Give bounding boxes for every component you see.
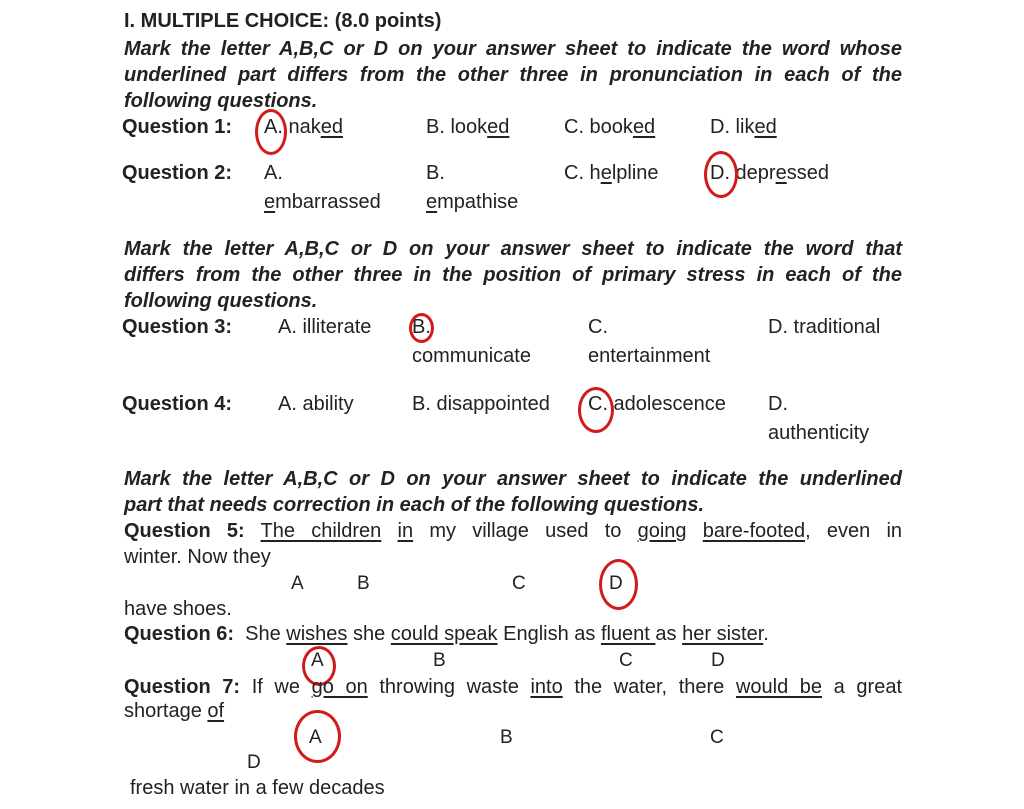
answer-circle-q5 <box>599 559 638 610</box>
question-3-option-c: C. entertainment <box>588 316 711 367</box>
instruction-stress-line-2: differs from the other three in the position of primary stress in each of the <box>124 264 902 286</box>
question-4-label: Question 4: <box>122 393 233 415</box>
question-2-option-d: D. depressed <box>710 162 829 184</box>
question-5-letter-c: C <box>512 573 526 594</box>
question-2-option-c: C. helpline <box>564 162 659 184</box>
question-7-line-2: shortage of <box>124 700 225 722</box>
question-3-option-d: D. traditional <box>768 316 881 338</box>
question-5-line-3: have shoes. <box>124 598 232 620</box>
question-6-letter-d: D <box>711 650 725 671</box>
instruction-pronunciation-line-1: Mark the letter A,B,C or D on your answer sheet to indicate the word whose <box>124 38 902 60</box>
question-7-line-3: fresh water in a few decades <box>130 777 385 799</box>
question-6-letter-b: B <box>433 650 446 671</box>
question-2-label: Question 2: <box>122 162 233 184</box>
question-2-option-b: B. empathise <box>426 162 519 213</box>
question-5-letter-d: D <box>609 573 623 594</box>
question-7-letter-d: D <box>247 752 261 773</box>
question-5-line-1: Question 5: The children in my village used to going bare-footed, even in <box>124 520 903 542</box>
answer-circle-q2 <box>704 151 738 198</box>
question-1-label: Question 1: <box>122 116 233 138</box>
question-6-line-1: Question 6: She wishes she could speak English as fluent as her sister. <box>124 623 769 645</box>
question-5-letter-b: B <box>357 573 370 594</box>
question-7-letter-c: C <box>710 727 724 748</box>
question-1-option-c: C. booked <box>564 116 656 138</box>
question-5-line-2: winter. Now they <box>124 546 271 568</box>
question-1-option-d: D. liked <box>710 116 777 138</box>
question-4-option-a: A. ability <box>278 393 354 415</box>
question-6-letter-c: C <box>619 650 633 671</box>
question-5-letter-a: A <box>291 573 304 594</box>
question-3-option-b: B. communicate <box>412 316 531 367</box>
answer-circle-q7 <box>294 710 341 763</box>
question-2-option-a: A. embarrassed <box>264 162 381 213</box>
question-4-option-d: D. authenticity <box>768 393 870 444</box>
answer-circle-q4 <box>578 387 614 433</box>
question-6-letter-a: A <box>311 650 324 671</box>
instruction-pronunciation-line-2: underlined part differs from the other three in pronunciation in each of the <box>124 64 902 86</box>
question-7-letter-b: B <box>500 727 513 748</box>
question-4-option-b: B. disappointed <box>412 393 550 415</box>
question-7-line-1: Question 7: If we go on throwing waste into the water, there would be a great <box>124 676 903 698</box>
question-3-label: Question 3: <box>122 316 233 338</box>
question-1-option-b: B. looked <box>426 116 510 138</box>
question-3-option-a: A. illiterate <box>278 316 372 338</box>
question-4-option-c: C. adolescence <box>588 393 726 415</box>
instruction-stress-line-1: Mark the letter A,B,C or D on your answer sheet to indicate the word that <box>124 238 902 260</box>
section-title: I. MULTIPLE CHOICE: (8.0 points) <box>124 10 442 32</box>
instruction-stress-line-3: following questions. <box>124 290 318 312</box>
question-7-letter-a: A <box>309 727 322 748</box>
instruction-correction-line-2: part that needs correction in each of the following questions. <box>124 494 705 516</box>
answer-circle-q3 <box>409 313 434 343</box>
instruction-pronunciation-line-3: following questions. <box>124 90 318 112</box>
answer-circle-q1 <box>255 109 287 155</box>
question-1-option-a: A. naked <box>264 116 343 138</box>
instruction-correction-line-1: Mark the letter A,B,C or D on your answer sheet to indicate the underlined <box>124 468 902 490</box>
